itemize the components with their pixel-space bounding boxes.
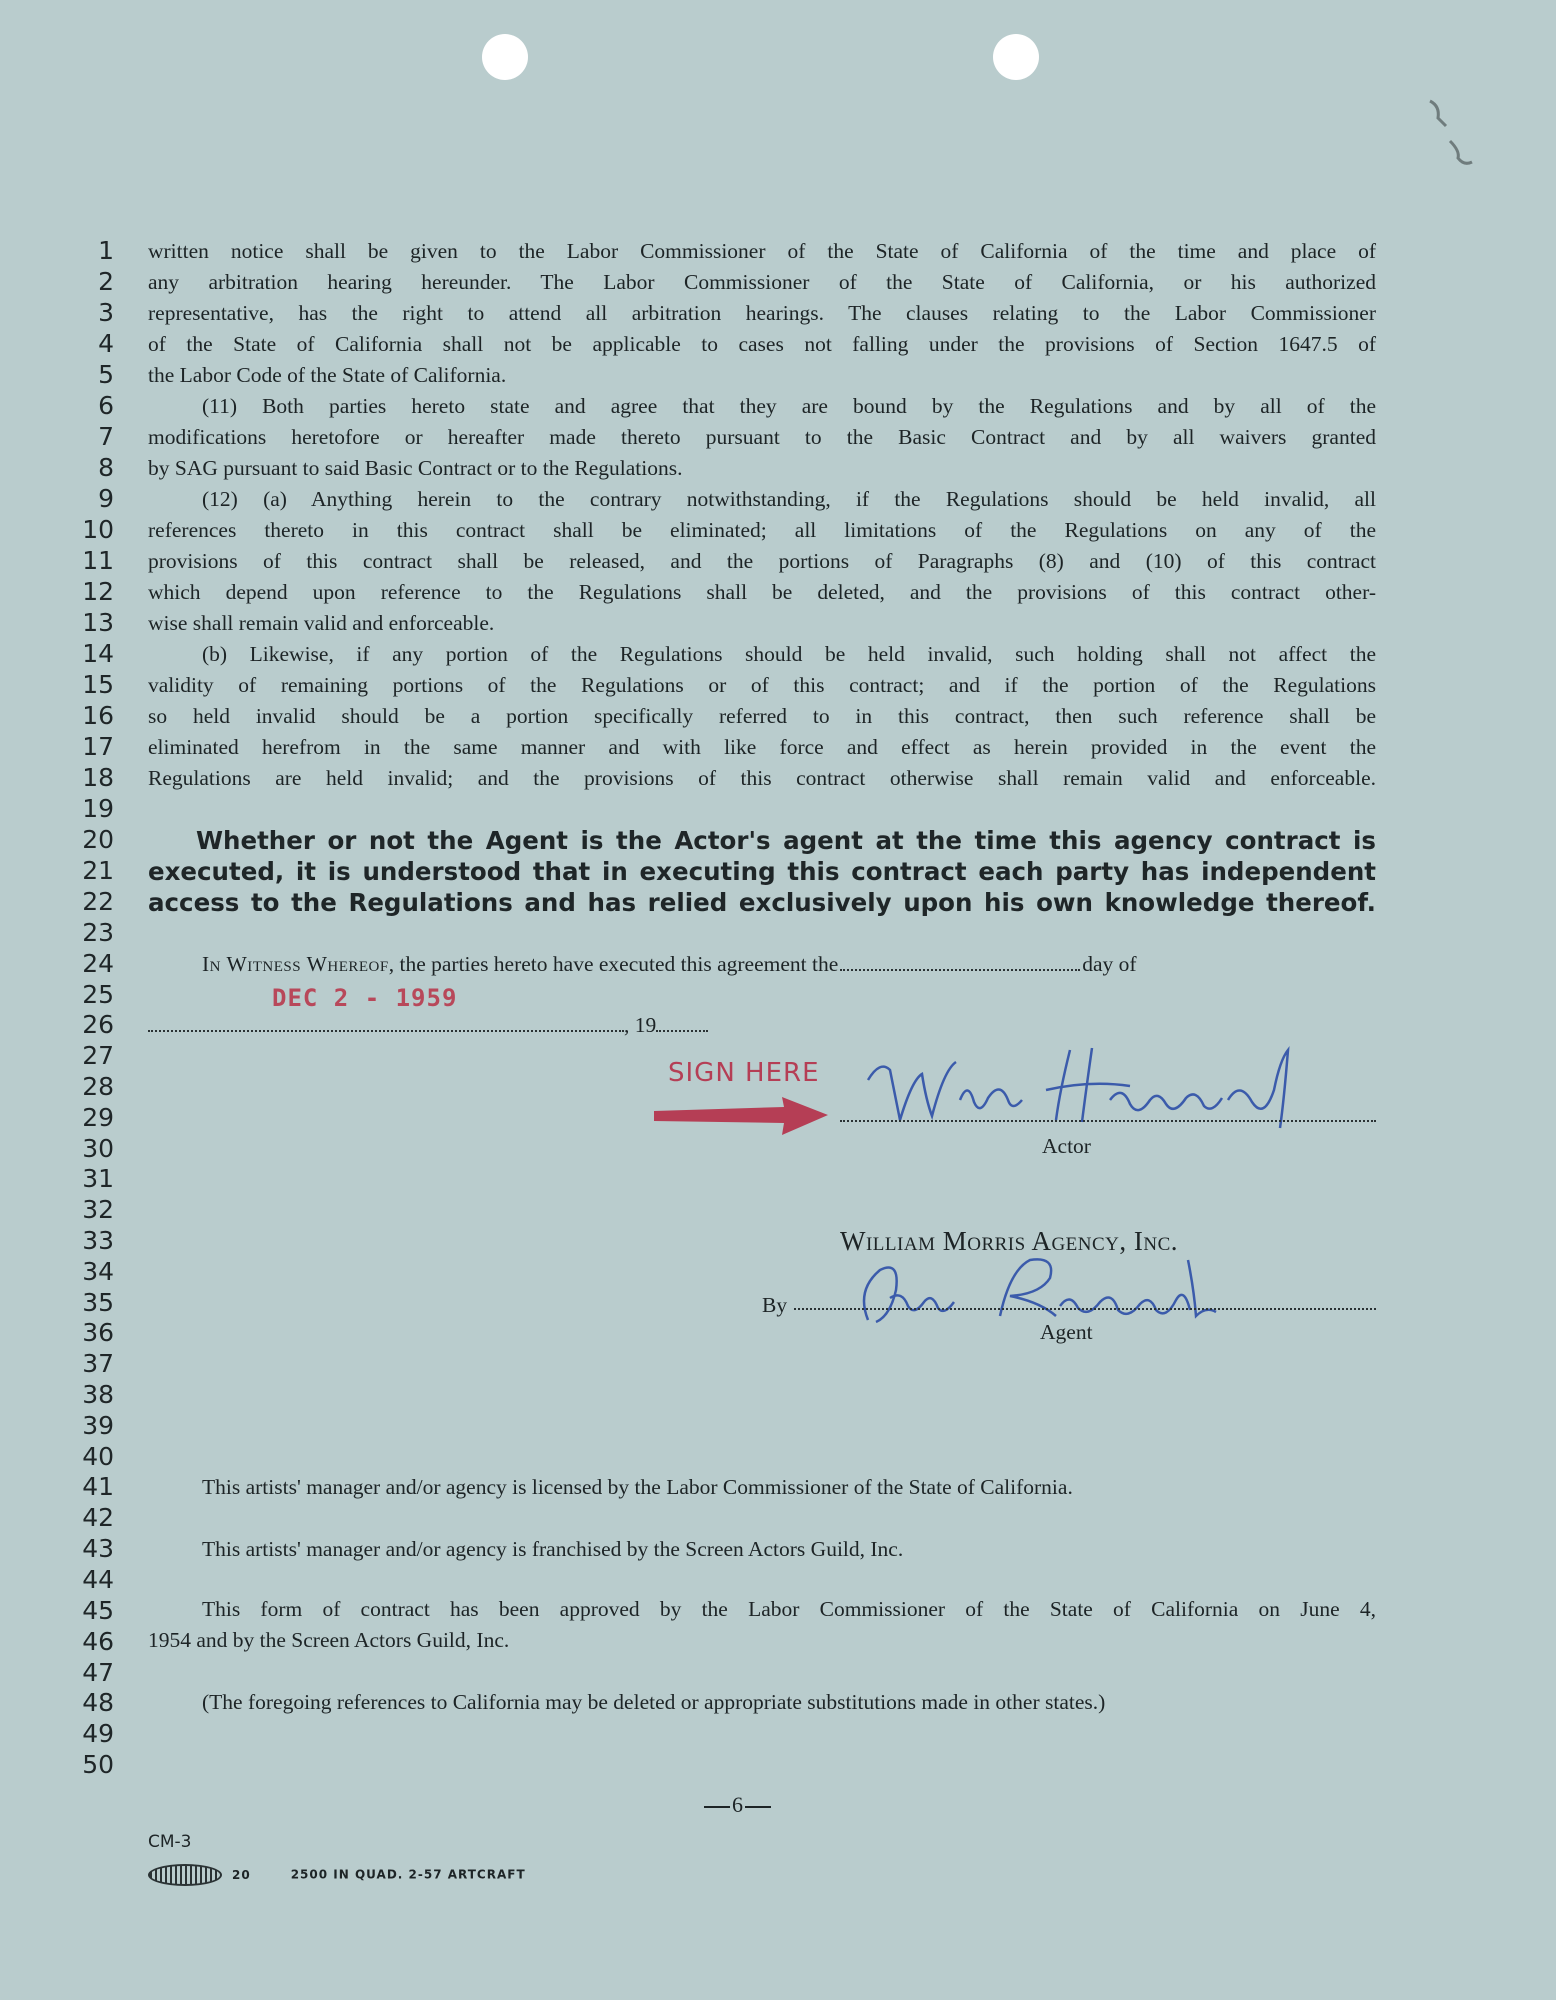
line-number: 43 [82, 1534, 114, 1563]
line-number: 8 [98, 453, 114, 482]
line-number: 30 [82, 1134, 114, 1163]
by-label: By [762, 1293, 788, 1317]
line-number: 19 [82, 794, 114, 823]
text-line: modifications heretofore or hereafter made thereto pursuant to the Basic Contract and by all waivers granted [148, 425, 1376, 449]
line-number: 22 [82, 887, 114, 916]
sign-here-label: SIGN HERE [668, 1058, 820, 1088]
page-number [702, 1792, 773, 1818]
day-blank [840, 969, 1080, 971]
line-number: 50 [82, 1750, 114, 1779]
notice-line: Whether or not the Agent is the Actor's agent at the time this agency contract is [196, 826, 1376, 855]
line-number: 27 [82, 1041, 114, 1070]
line-number: 15 [82, 670, 114, 699]
printer-number: 20 [232, 1867, 251, 1882]
date-stamp: DEC 2 - 1959 [272, 984, 458, 1012]
line-number: 32 [82, 1195, 114, 1224]
line-number: 9 [98, 484, 114, 513]
text-line: This form of contract has been approved by the Labor Commissioner of the State of California on June 4, [202, 1597, 1376, 1621]
line-number: 29 [82, 1103, 114, 1132]
line-number: 38 [82, 1380, 114, 1409]
line-number: 39 [82, 1411, 114, 1440]
line-number: 7 [98, 422, 114, 451]
line-number: 16 [82, 701, 114, 730]
line-number: 5 [98, 360, 114, 389]
line-number: 45 [82, 1596, 114, 1625]
line-number: 2 [98, 267, 114, 296]
staple-mark-icon [1420, 96, 1480, 176]
line-number: 35 [82, 1288, 114, 1317]
line-number: 25 [82, 980, 114, 1009]
actor-signature-line [840, 1120, 1376, 1122]
text-line: eliminated herefrom in the same manner and with like force and effect as herein provided in the event the [148, 735, 1376, 759]
text-line: representative, has the right to attend all arbitration hearings. The clauses relating to the Labor Commissioner [148, 301, 1376, 325]
actor-label: Actor [1042, 1134, 1091, 1158]
text-line: validity of remaining portions of the Regulations or of this contract; and if the portion of the Regulations [148, 673, 1376, 697]
line-number: 37 [82, 1349, 114, 1378]
franchise-statement: This artists' manager and/or agency is franchised by the Screen Actors Guild, Inc. [202, 1537, 904, 1561]
text-line: by SAG pursuant to said Basic Contract or to the Regulations. [148, 456, 683, 480]
binder-hole-right [993, 34, 1039, 80]
printer-imprint [148, 1864, 526, 1886]
line-number: 11 [82, 546, 114, 575]
text-line: references thereto in this contract shall be eliminated; all limitations of the Regulations on any of the [148, 518, 1376, 542]
text-line: provisions of this contract shall be released, and the portions of Paragraphs (8) and (10) of this contract [148, 549, 1376, 573]
line-number: 1 [98, 236, 114, 265]
text-line: so held invalid should be a portion specifically referred to in this contract, then such reference shall be [148, 704, 1376, 728]
line-number: 49 [82, 1719, 114, 1748]
line-number: 14 [82, 639, 114, 668]
line-number: 3 [98, 298, 114, 327]
line-number: 47 [82, 1658, 114, 1687]
witness-prefix: In Witness Whereof [202, 952, 389, 976]
line-number: 20 [82, 825, 114, 854]
notice-line: access to the Regulations and has relied exclusively upon his own knowledge thereof. [148, 888, 1376, 917]
text-line: the Labor Code of the State of California. [148, 363, 507, 387]
line-number: 23 [82, 918, 114, 947]
line-number: 46 [82, 1627, 114, 1656]
line-number: 18 [82, 763, 114, 792]
text-line: written notice shall be given to the Labor Commissioner of the State of California of the time and place of [148, 239, 1376, 263]
line-number: 4 [98, 329, 114, 358]
line-number: 31 [82, 1164, 114, 1193]
agent-label: Agent [1040, 1320, 1093, 1344]
line-number: 41 [82, 1472, 114, 1501]
text-line: 1954 and by the Screen Actors Guild, Inc. [148, 1628, 510, 1652]
line-number: 33 [82, 1226, 114, 1255]
notice-line: executed, it is understood that in executing this contract each party has independent [148, 857, 1376, 886]
text-line: (12) (a) Anything herein to the contrary notwithstanding, if the Regulations should be held invalid, all [202, 487, 1376, 511]
text-line: (11) Both parties hereto state and agree that they are bound by the Regulations and by all of the [202, 394, 1376, 418]
substitution-note: (The foregoing references to California may be deleted or appropriate substitutions made in other states.) [202, 1690, 1106, 1714]
text-line: which depend upon reference to the Regulations shall be deleted, and the provisions of this contract other- [148, 580, 1376, 604]
line-number: 10 [82, 515, 114, 544]
line-number: 28 [82, 1072, 114, 1101]
line-number: 17 [82, 732, 114, 761]
line-number: 36 [82, 1318, 114, 1347]
line-number: 40 [82, 1442, 114, 1471]
red-arrow-icon [652, 1093, 832, 1137]
page-number-value: 6 [732, 1792, 743, 1817]
binder-hole-left [482, 34, 528, 80]
witness-text: , the parties hereto have executed this agreement the [388, 952, 839, 976]
year-blank [656, 1030, 708, 1032]
agent-signature-line [794, 1308, 1376, 1310]
line-number: 24 [82, 949, 114, 978]
day-of-text: day of [1082, 952, 1137, 976]
line-number: 6 [98, 391, 114, 420]
line-number: 48 [82, 1688, 114, 1717]
year-prefix: , 19 [624, 1013, 657, 1037]
line-number: 21 [82, 856, 114, 885]
text-line: Regulations are held invalid; and the provisions of this contract otherwise shall remain valid and enforceable. [148, 766, 1376, 790]
line-number: 44 [82, 1565, 114, 1594]
text-line: (b) Likewise, if any portion of the Regulations should be held invalid, such holding shall not affect the [202, 642, 1376, 666]
line-number: 42 [82, 1503, 114, 1532]
line-number: 26 [82, 1010, 114, 1039]
agent-signature-icon [850, 1250, 1250, 1330]
line-number: 12 [82, 577, 114, 606]
text-line: any arbitration hearing hereunder. The Labor Commissioner of the State of California, or his authorized [148, 270, 1376, 294]
line-number: 34 [82, 1257, 114, 1286]
date-blank [148, 1030, 624, 1032]
text-line: wise shall remain valid and enforceable. [148, 611, 495, 635]
witness-clause [202, 949, 1376, 980]
union-label-logo-icon [148, 1864, 222, 1886]
form-code: CM-3 [148, 1832, 192, 1852]
printer-info: 2500 IN QUAD. 2-57 ARTCRAFT [290, 1867, 526, 1882]
text-line: of the State of California shall not be applicable to cases not falling under the provisions of Section 1647.5 of [148, 332, 1376, 356]
date-line [148, 1010, 708, 1041]
license-statement: This artists' manager and/or agency is licensed by the Labor Commissioner of the State of California. [202, 1475, 1073, 1499]
line-number: 13 [82, 608, 114, 637]
agency-name: William Morris Agency, Inc. [840, 1226, 1179, 1256]
